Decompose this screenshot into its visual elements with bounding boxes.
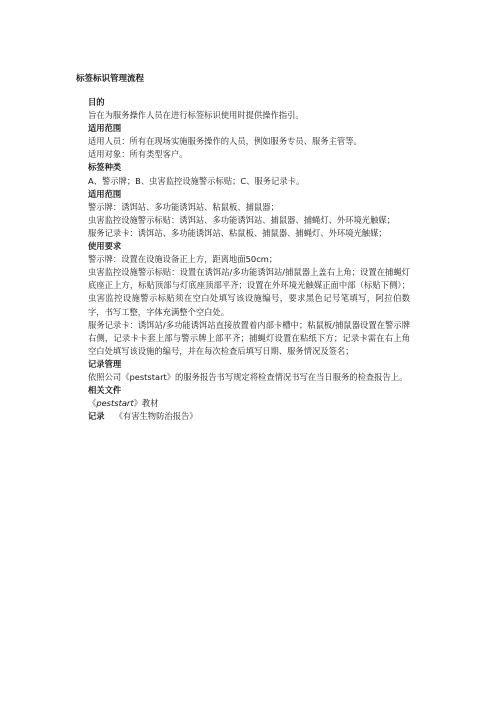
requirements-heading: 使用要求: [88, 241, 122, 252]
requirements-warning-sign-text: 警示牌：设置在设施设备正上方，距离地面50cm；: [88, 254, 278, 265]
related-doc-name: peststart: [96, 398, 134, 409]
types-heading: 标签种类: [88, 162, 122, 173]
scope2-monitor-label-text: 虫害监控设施警示标贴：诱饵站、多功能诱饵站、捕鼠器、捕蝇灯、外环境光触媒；: [88, 214, 395, 225]
scope-people-text: 适用人员：所有在现场实施服务操作的人员，例如服务专员、服务主管等。: [88, 136, 362, 147]
scope-objects-text: 适用对象：所有类型客户。: [88, 149, 188, 160]
requirements-record-card-text: 服务记录卡：诱饵站/多功能诱饵站直接放置着内部卡槽中；粘鼠板/捕鼠器设置在警示牌右侧，记录卡卡套上部与警示牌上部平齐；捕蝇灯设置在粘纸下方；记录卡需在右上角空白处填写该设施的编号，并在每次检查后填写日期、服务情况及签名；: [88, 319, 410, 356]
scope-heading: 适用范围: [88, 123, 122, 134]
related-heading: 相关文件: [88, 385, 122, 396]
types-text: A、警示牌；B、虫害监控设施警示标贴；C、服务记录卡。: [88, 175, 305, 186]
requirements-monitor-label-text: 虫害监控设施警示标贴：设置在诱饵站/多功能诱饵站/捕鼠器上盖右上角；设置在捕蝇灯底座正上方，标贴顶部与灯底座顶部平齐；设置在外环境光触媒正面中部（标贴下侧）；虫害监控设施警示标贴须在空白处填写该设施编号，要求黑色记号笔填写，阿拉伯数字，书写工整，字体充满整个空白处。: [88, 267, 410, 317]
purpose-text: 旨在为服务操作人员在进行标签标识使用时提供操作指引。: [88, 110, 304, 121]
document-title: 标签标识管理流程: [76, 74, 145, 84]
related-doc-line: [88, 397, 410, 410]
related-close-suffix: 》教材: [133, 398, 159, 409]
scope2-record-card-text: 服务记录卡：诱饵站、多功能诱饵站、粘鼠板、捕鼠器、捕蝇灯、外环境光触媒；: [88, 227, 387, 238]
related-open-bracket: 《: [88, 398, 97, 409]
scope2-heading: 适用范围: [88, 188, 122, 199]
record-line: [88, 410, 410, 423]
record-value: 《有害生物防治报告》: [114, 411, 198, 422]
document-body: [88, 96, 410, 423]
scope2-warning-sign-text: 警示牌：诱饵站、多功能诱饵站、粘鼠板、捕鼠器；: [88, 201, 279, 212]
records-text: 依照公司《peststart》的服务报告书写规定将检查情况书写在当日服务的检查报告上。: [88, 371, 408, 382]
record-label: 记录: [88, 411, 105, 422]
purpose-heading: 目的: [88, 97, 105, 107]
records-heading: 记录管理: [88, 358, 122, 369]
